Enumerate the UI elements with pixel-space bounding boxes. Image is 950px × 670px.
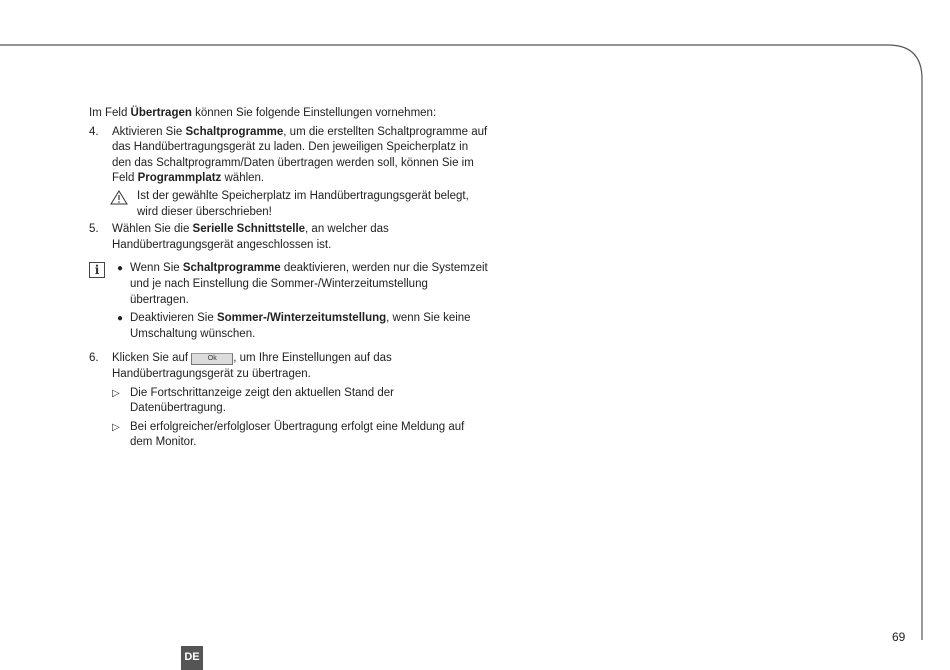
bullet-dot: ●	[117, 313, 124, 325]
step-text: Aktivieren Sie	[112, 125, 186, 138]
step-5	[89, 222, 489, 253]
step-text: wählen.	[221, 172, 265, 185]
step-keyword: Programmplatz	[137, 172, 222, 185]
step-text: , um die erstellten Schaltprogramme auf das Handübertragungsgerät zu laden. Den jeweiligen Speicherplatz in den das Schaltprogramm/Daten übertragen werden soll, können Sie im Feld	[112, 125, 488, 185]
bullet-dot: ●	[117, 263, 124, 275]
bullet-keyword: Sommer-/Winterzeitumstellung	[216, 312, 387, 325]
step-text: , an welcher das Handübertragungsgerät angeschlossen ist.	[112, 223, 389, 251]
bullet-text: Deaktivieren Sie	[130, 312, 217, 325]
step-4	[89, 125, 489, 221]
page-number: 69	[892, 630, 906, 644]
warning-triangle-icon	[110, 190, 128, 205]
warning-note	[112, 189, 489, 220]
info-icon: i	[89, 262, 105, 278]
main-content	[89, 106, 489, 453]
intro-paragraph	[89, 106, 489, 122]
result-arrow-icon: ▷	[112, 387, 120, 399]
step-number: 4.	[89, 125, 99, 138]
result-text: Bei erfolgreicher/erfolgloser Übertragung erfolgt eine Meldung auf dem Monitor.	[130, 420, 465, 449]
step-text: Klicken Sie auf	[112, 352, 192, 365]
language-badge: DE	[181, 646, 203, 670]
bullet-text: Wenn Sie	[130, 262, 183, 275]
info-bullet-1	[117, 261, 489, 308]
info-bullet-2	[117, 311, 489, 342]
result-arrow-icon: ▷	[112, 421, 120, 433]
ok-button-illustration: Ok	[191, 353, 233, 365]
bullet-keyword: Schaltprogramme	[182, 262, 281, 275]
step-text: Wählen Sie die	[112, 223, 193, 236]
step-keyword: Serielle Schnittstelle	[192, 223, 306, 236]
step-text: , um Ihre Einstellungen auf das Handübertragungsgerät zu übertragen.	[112, 352, 392, 380]
intro-text-end: können Sie folgende Einstellungen vornehmen:	[191, 107, 437, 119]
intro-text: Im Feld	[89, 107, 131, 119]
warning-text: Ist der gewählte Speicherplatz im Handübertragungsgerät belegt, wird dieser überschrieben!	[137, 189, 469, 218]
bullet-text: deaktivieren, werden nur die Systemzeit und je nach Einstellung die Sommer-/Winterzeitumstellung übertragen.	[130, 262, 488, 306]
result-text: Die Fortschrittanzeige zeigt den aktuellen Stand der Datenübertragung.	[130, 386, 395, 415]
step-keyword: Schaltprogramme	[185, 125, 284, 138]
bullet-text: , wenn Sie keine Umschaltung wünschen.	[130, 312, 471, 340]
intro-keyword: Übertragen	[130, 107, 192, 119]
info-note	[89, 261, 489, 342]
step-number: 5.	[89, 223, 99, 236]
result-1	[112, 386, 489, 417]
result-2	[112, 420, 489, 451]
step-6	[89, 351, 489, 451]
step-number: 6.	[89, 352, 99, 365]
